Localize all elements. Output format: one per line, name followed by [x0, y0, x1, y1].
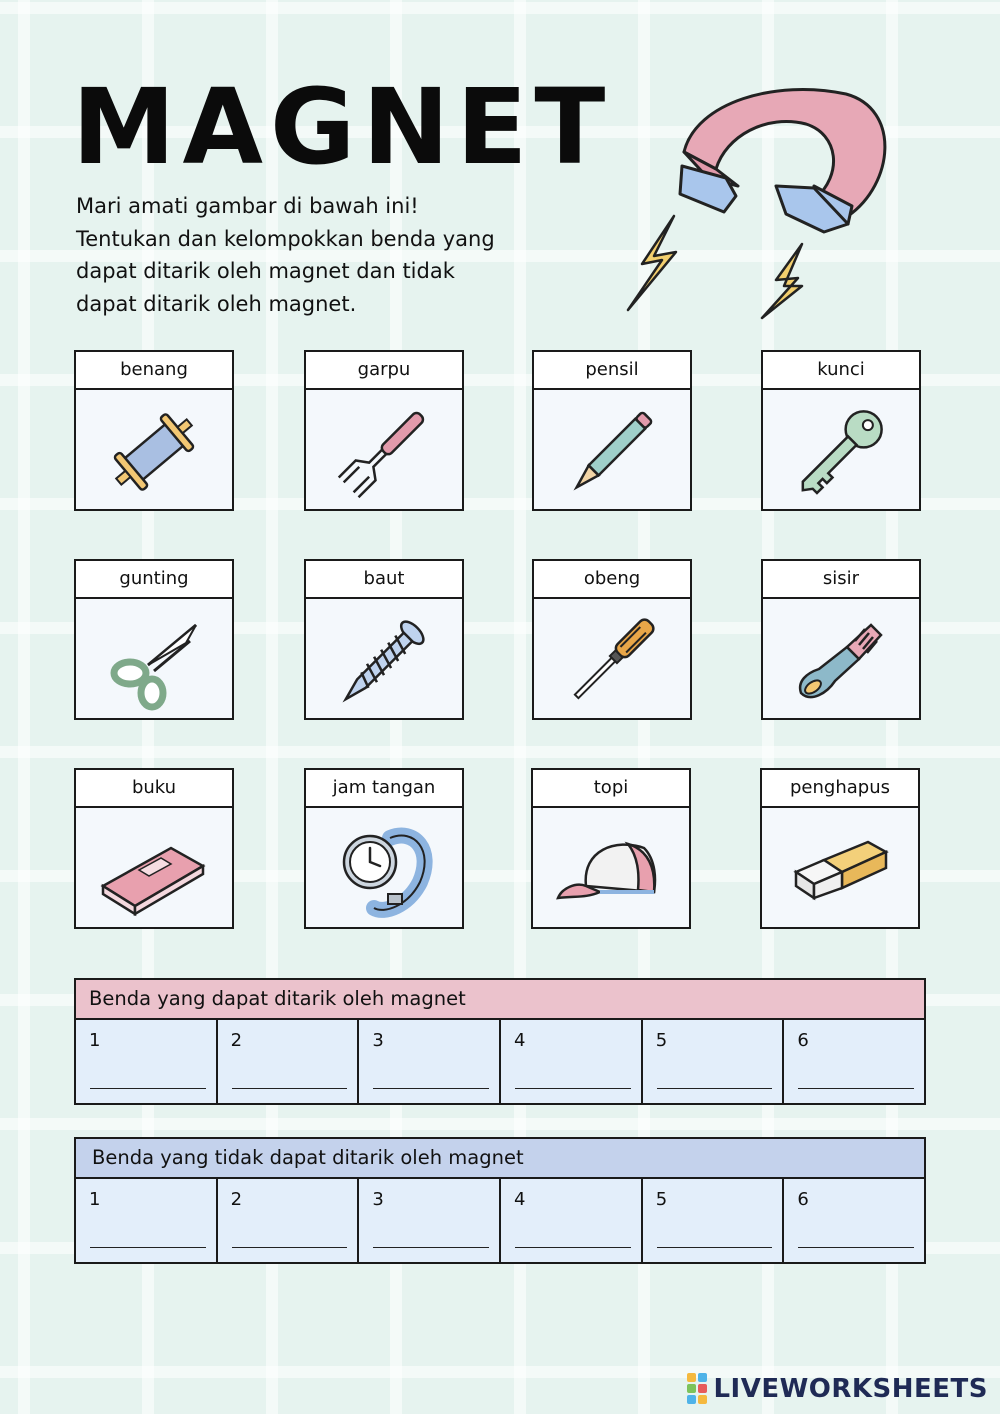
item-card[interactable]	[304, 350, 464, 511]
item-label: gunting	[76, 561, 232, 599]
liveworksheets-logo-icon	[687, 1373, 707, 1404]
answer-blank[interactable]	[373, 1088, 489, 1089]
answer-number: 5	[655, 1189, 668, 1210]
liveworksheets-logo[interactable]	[687, 1373, 988, 1404]
bolt-icon	[334, 611, 434, 711]
item-card[interactable]	[532, 559, 692, 720]
answer-cell[interactable]	[76, 1179, 216, 1262]
answer-blank[interactable]	[90, 1088, 206, 1089]
item-card[interactable]	[531, 768, 691, 929]
item-label: pensil	[534, 352, 690, 390]
answer-number: 2	[230, 1189, 243, 1210]
answer-blank[interactable]	[657, 1247, 773, 1248]
answer-cell[interactable]	[76, 1020, 216, 1103]
item-label: kunci	[763, 352, 919, 390]
instruction-line: Tentukan dan kelompokkan benda yang	[76, 226, 495, 251]
item-card[interactable]	[532, 350, 692, 511]
brand-name: LIVEWORKSHEETS	[713, 1373, 988, 1404]
horseshoe-magnet-icon	[616, 74, 896, 324]
answer-number: 6	[797, 1189, 809, 1210]
item-label: baut	[306, 561, 462, 599]
comb-icon	[791, 611, 891, 711]
item-label: buku	[76, 770, 232, 808]
scissors-icon	[104, 611, 204, 711]
non-magnetic-heading: Benda yang tidak dapat ditarik oleh magnet	[76, 1139, 924, 1179]
item-label: obeng	[534, 561, 690, 599]
screwdriver-icon	[562, 611, 662, 711]
answer-blank[interactable]	[373, 1247, 489, 1248]
answer-cell[interactable]	[216, 1020, 358, 1103]
key-icon	[791, 402, 891, 502]
answer-blank[interactable]	[657, 1088, 773, 1089]
answer-cell[interactable]	[499, 1179, 641, 1262]
item-card[interactable]	[761, 350, 921, 511]
instructions	[76, 190, 596, 320]
item-card[interactable]	[304, 559, 464, 720]
non-magnetic-answer-table	[74, 1137, 926, 1264]
answer-blank[interactable]	[515, 1088, 631, 1089]
answer-blank[interactable]	[232, 1247, 348, 1248]
pencil-icon	[562, 402, 662, 502]
item-label: sisir	[763, 561, 919, 599]
answer-number: 3	[372, 1030, 384, 1051]
fork-icon	[334, 402, 434, 502]
item-card[interactable]	[74, 768, 234, 929]
item-label: garpu	[306, 352, 462, 390]
item-card[interactable]	[74, 350, 234, 511]
answer-number: 4	[514, 1189, 526, 1210]
answer-blank[interactable]	[798, 1088, 914, 1089]
item-card[interactable]	[760, 768, 920, 929]
magnetic-answer-table	[74, 978, 926, 1105]
eraser-icon	[790, 820, 890, 920]
book-icon	[99, 820, 209, 920]
instruction-line: dapat ditarik oleh magnet dan tidak	[76, 259, 455, 283]
instruction-line: dapat ditarik oleh magnet.	[76, 291, 357, 316]
answer-number: 2	[230, 1030, 243, 1051]
answer-cell[interactable]	[782, 1179, 924, 1262]
answer-cell[interactable]	[357, 1179, 499, 1262]
answer-number: 3	[372, 1189, 384, 1210]
cap-icon	[556, 820, 666, 920]
item-label: penghapus	[762, 770, 918, 808]
magnetic-heading: Benda yang dapat ditarik oleh magnet	[76, 980, 924, 1020]
answer-cell[interactable]	[782, 1020, 924, 1103]
item-label: topi	[533, 770, 689, 808]
answer-number: 4	[514, 1030, 526, 1051]
thread-spool-icon	[104, 402, 204, 502]
item-card[interactable]	[761, 559, 921, 720]
answer-cell[interactable]	[641, 1179, 783, 1262]
answer-number: 6	[797, 1030, 809, 1051]
answer-cell[interactable]	[499, 1020, 641, 1103]
item-card[interactable]	[304, 768, 464, 929]
answer-cell[interactable]	[216, 1179, 358, 1262]
answer-blank[interactable]	[232, 1088, 348, 1089]
answer-number: 1	[89, 1189, 101, 1210]
answer-cell[interactable]	[357, 1020, 499, 1103]
item-label: benang	[76, 352, 232, 390]
wristwatch-icon	[334, 820, 434, 920]
answer-blank[interactable]	[515, 1247, 631, 1248]
answer-blank[interactable]	[90, 1247, 206, 1248]
page-title: MAGNET	[72, 66, 613, 188]
item-label: jam tangan	[306, 770, 462, 808]
answer-blank[interactable]	[798, 1247, 914, 1248]
answer-number: 1	[89, 1030, 101, 1051]
instruction-line: Mari amati gambar di bawah ini!	[76, 194, 419, 218]
item-card[interactable]	[74, 559, 234, 720]
answer-number: 5	[655, 1030, 668, 1051]
answer-cell[interactable]	[641, 1020, 783, 1103]
